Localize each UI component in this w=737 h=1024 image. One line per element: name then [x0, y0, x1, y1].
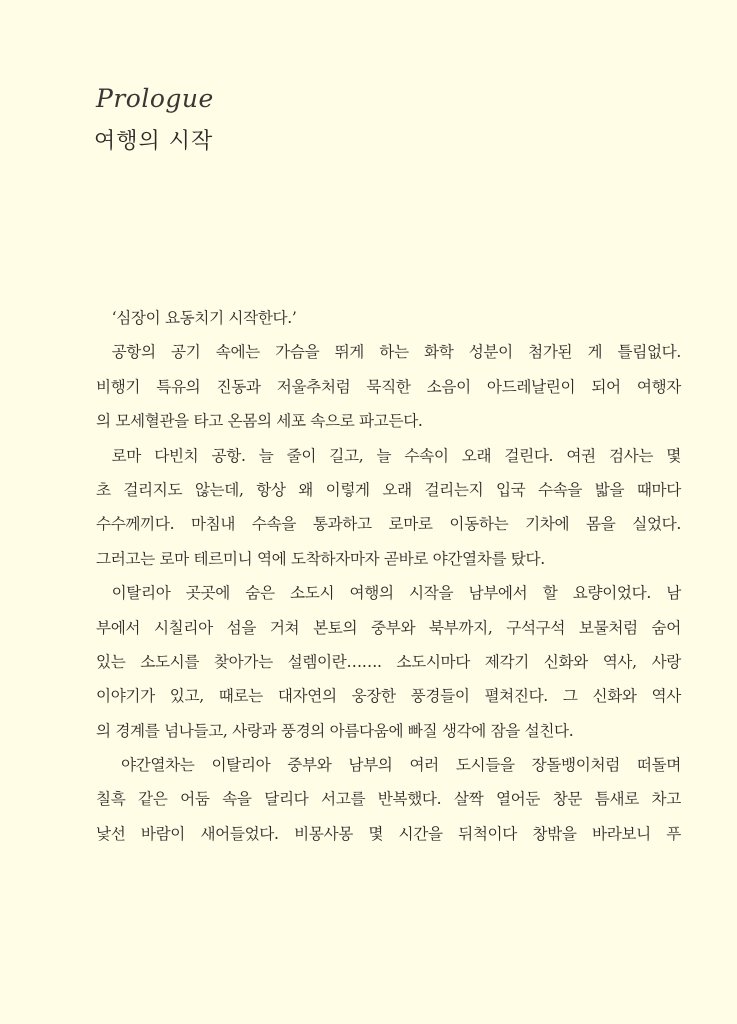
text-line: ‘심장이 요동치기 시작한다.’ [111, 309, 297, 327]
text-line: 부에서 시칠리아 섬을 거쳐 본토의 중부와 북부까지, 구석구석 보물처럼 숨어 [96, 618, 681, 637]
text-line: 있는 소도시를 찾아가는 설렘이란……. 소도시마다 제각기 신화와 역사, 사랑 [96, 652, 681, 671]
prologue-label: Prologue [96, 84, 214, 113]
text-line: 의 모세혈관을 타고 온몸의 세포 속으로 파고든다. [96, 412, 423, 431]
chapter-title: 여행의 시작 [94, 129, 214, 154]
text-line: 공항의 공기 속에는 가슴을 뛰게 하는 화학 성분이 첨가된 게 틀림없다. [111, 343, 681, 362]
text-line: 이탈리아 곳곳에 숨은 소도시 여행의 시작을 남부에서 할 요량이었다. 남 [111, 584, 681, 603]
text-line: 로마 다빈치 공항. 늘 줄이 길고, 늘 수속이 오래 걸린다. 여권 검사는 몇 [111, 446, 681, 465]
text-line: 의 경계를 넘나들고, 사랑과 풍경의 아름다움에 빠질 생각에 잠을 설친다. [96, 721, 574, 740]
text-line: 그러고는 로마 테르미니 역에 도착하자마자 곧바로 야간열차를 탔다. [96, 549, 545, 568]
body-text [96, 301, 681, 851]
text-line: 야간열차는 이탈리아 중부와 남부의 여러 도시들을 장돌뱅이처럼 떠돌며 [120, 756, 681, 775]
text-line: 초 걸리지도 않는데, 항상 왜 이렇게 오래 걸리는지 입국 수속을 밟을 때마다 [96, 480, 681, 499]
text-line: 칠흑 같은 어둠 속을 달리다 서고를 반복했다. 살짝 열어둔 창문 틈새로 차고 [96, 790, 681, 809]
text-line: 이야기가 있고, 때로는 대자연의 웅장한 풍경들이 펼쳐진다. 그 신화와 역사 [96, 687, 681, 706]
text-line: 낯선 바람이 새어들었다. 비몽사몽 몇 시간을 뒤척이다 창밖을 바라보니 푸 [96, 824, 681, 843]
text-line: 비행기 특유의 진동과 저울추처럼 묵직한 소음이 아드레날린이 되어 여행자 [96, 377, 681, 396]
text-line: 수수께끼다. 마침내 수속을 통과하고 로마로 이동하는 기차에 몸을 실었다. [96, 515, 681, 534]
